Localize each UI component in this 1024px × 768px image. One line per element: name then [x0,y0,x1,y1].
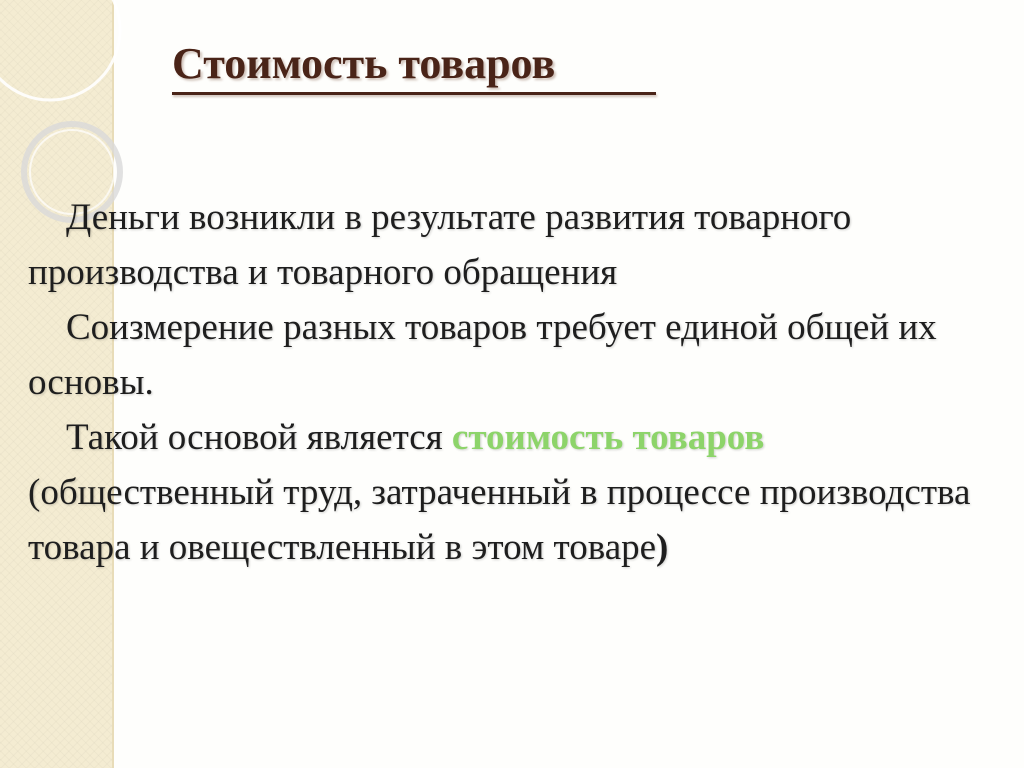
page-title: Стоимость товаров [172,39,556,88]
paragraph-value-suffix: (общественный труд, затраченный в процессе производства товара и овеществленный в этом товаре [28,472,971,568]
title-underline [172,92,656,95]
value-highlight: стоимость товаров [451,417,765,458]
paragraph-money-origin: Деньги возникли в результате развития товарного производства и товарного обращения [28,197,852,293]
slide-body [28,190,988,575]
paragraph-commensuration: Соизмерение разных товаров требует единой общей их основы. [28,307,937,403]
paragraph-value-prefix: Такой основой является [66,417,452,458]
closing-parenthesis: ) [656,527,669,568]
paragraph-value-basis [28,410,988,575]
